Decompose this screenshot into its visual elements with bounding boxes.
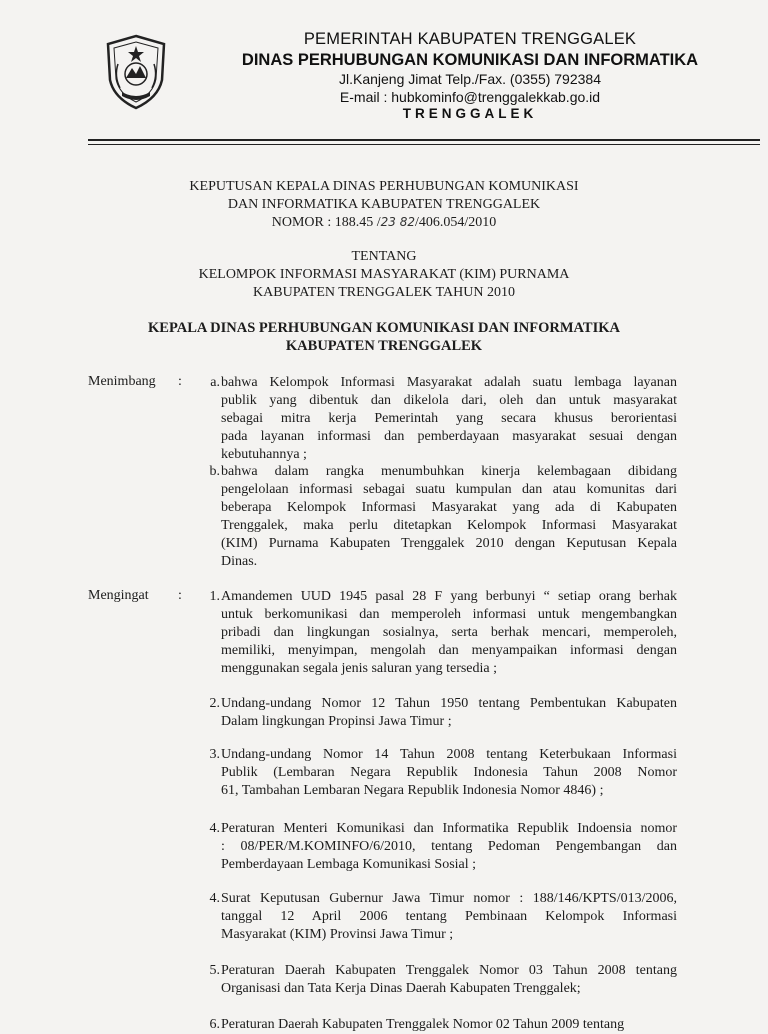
decree-subject-line1: KELOMPOK INFORMASI MASYARAKAT (KIM) PURNAMA (198, 267, 570, 282)
mengingat-item-line: Organisasi dan Tata Kerja Dinas Daerah Kabupaten Trenggalek; (221, 981, 581, 996)
decree-title-line1: KEPUTUSAN KEPALA DINAS PERHUBUNGAN KOMUNIKASI (189, 179, 579, 194)
menimbang-item-marker: b. (209, 464, 220, 479)
mengingat-item-line: tanggal 12 April 2006 tentang Pembinaan Kelompok Informasi (221, 909, 677, 924)
mengingat-item-marker: 5. (209, 963, 220, 978)
mengingat-item-line: memiliki, menyimpan, mengolah dan menyampaikan informasi dengan (221, 643, 677, 658)
letterhead-city: TRENGGALEK (402, 106, 538, 121)
mengingat-item-line: menggunakan segala jenis saluran yang tersedia ; (221, 661, 498, 676)
menimbang-item-line: beberapa Kelompok Informasi Masyarakat yang ada di Kabupaten (221, 500, 677, 515)
menimbang-item-line: kebutuhannya ; (221, 447, 307, 462)
mengingat-item-marker: 4. (209, 891, 220, 906)
mengingat-item-line: untuk berkomunikasi dan memperoleh informasi untuk mengembangkan (221, 607, 677, 622)
decree-subject-line2: KABUPATEN TRENGGALEK TAHUN 2010 (253, 285, 515, 300)
mengingat-item-marker: 6. (209, 1017, 220, 1032)
mengingat-item-line: Peraturan Menteri Komunikasi dan Informatika Republik Indoensia nomor (221, 821, 677, 836)
mengingat-colon: : (178, 588, 182, 603)
letterhead-rule-thin (88, 144, 760, 145)
official-heading-line1: KEPALA DINAS PERHUBUNGAN KOMUNIKASI DAN INFORMATIKA (148, 320, 620, 336)
menimbang-item-marker: a. (210, 375, 220, 390)
mengingat-item-line: Publik (Lembaran Negara Republik Indonesia Tahun 2008 Nomor (221, 765, 677, 780)
mengingat-item-line: Surat Keputusan Gubernur Jawa Timur nomor : 188/146/KPTS/013/2006, (221, 891, 677, 906)
mengingat-item-line: Masyarakat (KIM) Provinsi Jawa Timur ; (221, 927, 454, 942)
trenggalek-coat-of-arms-logo (104, 34, 168, 110)
letterhead-government: PEMERINTAH KABUPATEN TRENGGALEK (303, 30, 637, 48)
menimbang-item-line: sebagai mitra kerja Pemerintah yang secara khusus berorientasi (221, 411, 677, 426)
menimbang-item-line: publik yang dibentuk dan dikelola dari, oleh dan untuk masyarakat (221, 393, 677, 408)
decree-number-handwritten: 23 82 (380, 215, 415, 229)
menimbang-item-line: bahwa Kelompok Informasi Masyarakat adalah suatu lembaga layanan (221, 375, 677, 390)
mengingat-item-line: : 08/PER/M.KOMINFO/6/2010, tentang Pedoman Pengembangan dan (221, 839, 677, 854)
mengingat-item-line: Undang-undang Nomor 12 Tahun 1950 tentang Pembentukan Kabupaten (221, 696, 677, 711)
mengingat-item-line: Amandemen UUD 1945 pasal 28 F yang berbunyi “ setiap orang berhak (221, 589, 677, 604)
menimbang-item-line: bahwa dalam rangka menumbuhkan kinerja kelembagaan dibidang (221, 464, 677, 479)
mengingat-item-line: Peraturan Daerah Kabupaten Trenggalek Nomor 02 Tahun 2009 tentang (221, 1017, 625, 1032)
decree-number (40, 215, 728, 231)
menimbang-item-line: (KIM) Purnama Kabupaten Trenggalek 2010 dengan Keputusan Kepala (221, 536, 677, 551)
mengingat-item-line: Peraturan Daerah Kabupaten Trenggalek Nomor 03 Tahun 2008 tentang (221, 963, 677, 978)
menimbang-item-line: pada layanan informasi dan pemberdayaan masyarakat sesuai dengan (221, 429, 677, 444)
mengingat-item-line: pribadi dan lingkungan sosialnya, serta berhak mencari, memperoleh, (221, 625, 677, 640)
menimbang-item-line: Trenggalek, maka perlu ditetapkan Kelompok Informasi Masyarakat (221, 518, 677, 533)
mengingat-item-line: 61, Tambahan Lembaran Negara Republik Indonesia Nomor 4846) ; (221, 783, 604, 798)
mengingat-item-marker: 3. (209, 747, 220, 762)
letterhead-email: E-mail : hubkominfo@trenggalekkab.go.id (339, 89, 601, 105)
menimbang-label: Menimbang (88, 374, 156, 389)
mengingat-item-marker: 2. (209, 696, 220, 711)
decree-title-line2: DAN INFORMATIKA KABUPATEN TRENGGALEK (227, 197, 541, 212)
letterhead-address: Jl.Kanjeng Jimat Telp./Fax. (0355) 792384 (338, 71, 601, 87)
tentang-label: TENTANG (351, 249, 417, 264)
mengingat-label: Mengingat (88, 588, 149, 603)
letterhead-rule-thick (88, 139, 760, 141)
decree-number-suffix: /406.054/2010 (414, 215, 497, 230)
mengingat-item-line: Dalam lingkungan Propinsi Jawa Timur ; (221, 714, 452, 729)
mengingat-item-line: Pemberdayaan Lembaga Komunikasi Sosial ; (221, 857, 477, 872)
menimbang-item-line: Dinas. (221, 554, 258, 569)
mengingat-item-line: Undang-undang Nomor 14 Tahun 2008 tentang Keterbukaan Informasi (221, 747, 677, 762)
menimbang-colon: : (178, 374, 182, 389)
menimbang-item-line: pengelolaan informasi sebagai suatu kumpulan dan atau komunitas dari (221, 482, 677, 497)
official-heading-line2: KABUPATEN TRENGGALEK (285, 338, 483, 354)
mengingat-item-marker: 1. (209, 589, 220, 604)
mengingat-item-marker: 4. (209, 821, 220, 836)
letterhead-agency: DINAS PERHUBUNGAN KOMUNIKASI DAN INFORMATIKA (241, 51, 699, 69)
decree-number-prefix: NOMOR : 188.45 / (271, 215, 381, 230)
